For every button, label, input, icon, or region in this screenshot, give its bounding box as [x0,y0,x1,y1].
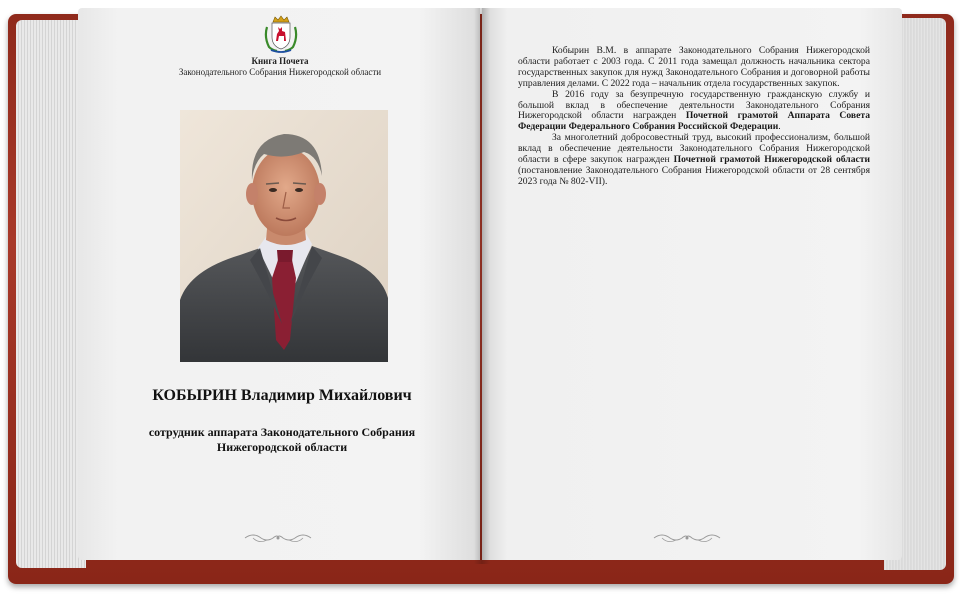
biography-text [518,46,870,188]
page-stack-left [16,20,86,568]
bio-p2-award: Почетной грамотой Аппарата Совета Федерации Федерального Собрания Российской Федерации [518,110,870,133]
ornament-left-icon [243,530,313,546]
bio-p3-text: За многолетний добросовестный труд, высокий профессионализм, большой вклад в обеспечение деятельности Законодательного Собрания Нижегородской области в сфере закупок награжден [518,132,870,166]
person-role-line1: сотрудник аппарата Законодательного Собрания [148,425,416,439]
bio-paragraph-1: Кобырин В.М. в аппарате Законодательного Собрания Нижегородской области работает с 2003 года. С 2011 года замещал должность начальника сектора государственных закупок для нужд Законодательного Собрания и договорной работы управления делами. С 2022 года – начальник отдела государственных закупок. [518,45,870,89]
bio-paragraph-2 [518,90,870,134]
book-title-line2: Законодательного Собрания Нижегородской области [178,67,382,77]
bio-p3-award: Почетной грамотой Нижегородской области [673,154,870,166]
coat-of-arms-icon [263,15,299,53]
bio-p2-end: . [778,121,781,133]
person-name: КОБЫРИН Владимир Михайлович [152,387,412,404]
book-gutter [474,8,490,564]
bio-paragraph-3 [518,133,870,188]
book-title-line1: Книга Почета [251,56,309,66]
ornament-right-icon [652,530,722,546]
portrait-photo [180,110,388,362]
bio-p3-end: (постановление Законодательного Собрания Нижегородской области от 28 сентября 2023 года № 802-VII). [518,164,870,187]
bio-p2-text: В 2016 году за безупречную государственную гражданскую службу и большой вклад в обеспечение деятельности Законодательного Собрания Нижегородской области награжден [518,88,870,122]
person-role [100,425,464,455]
book-title [100,56,460,78]
person-role-line2: Нижегородской области [216,440,348,454]
